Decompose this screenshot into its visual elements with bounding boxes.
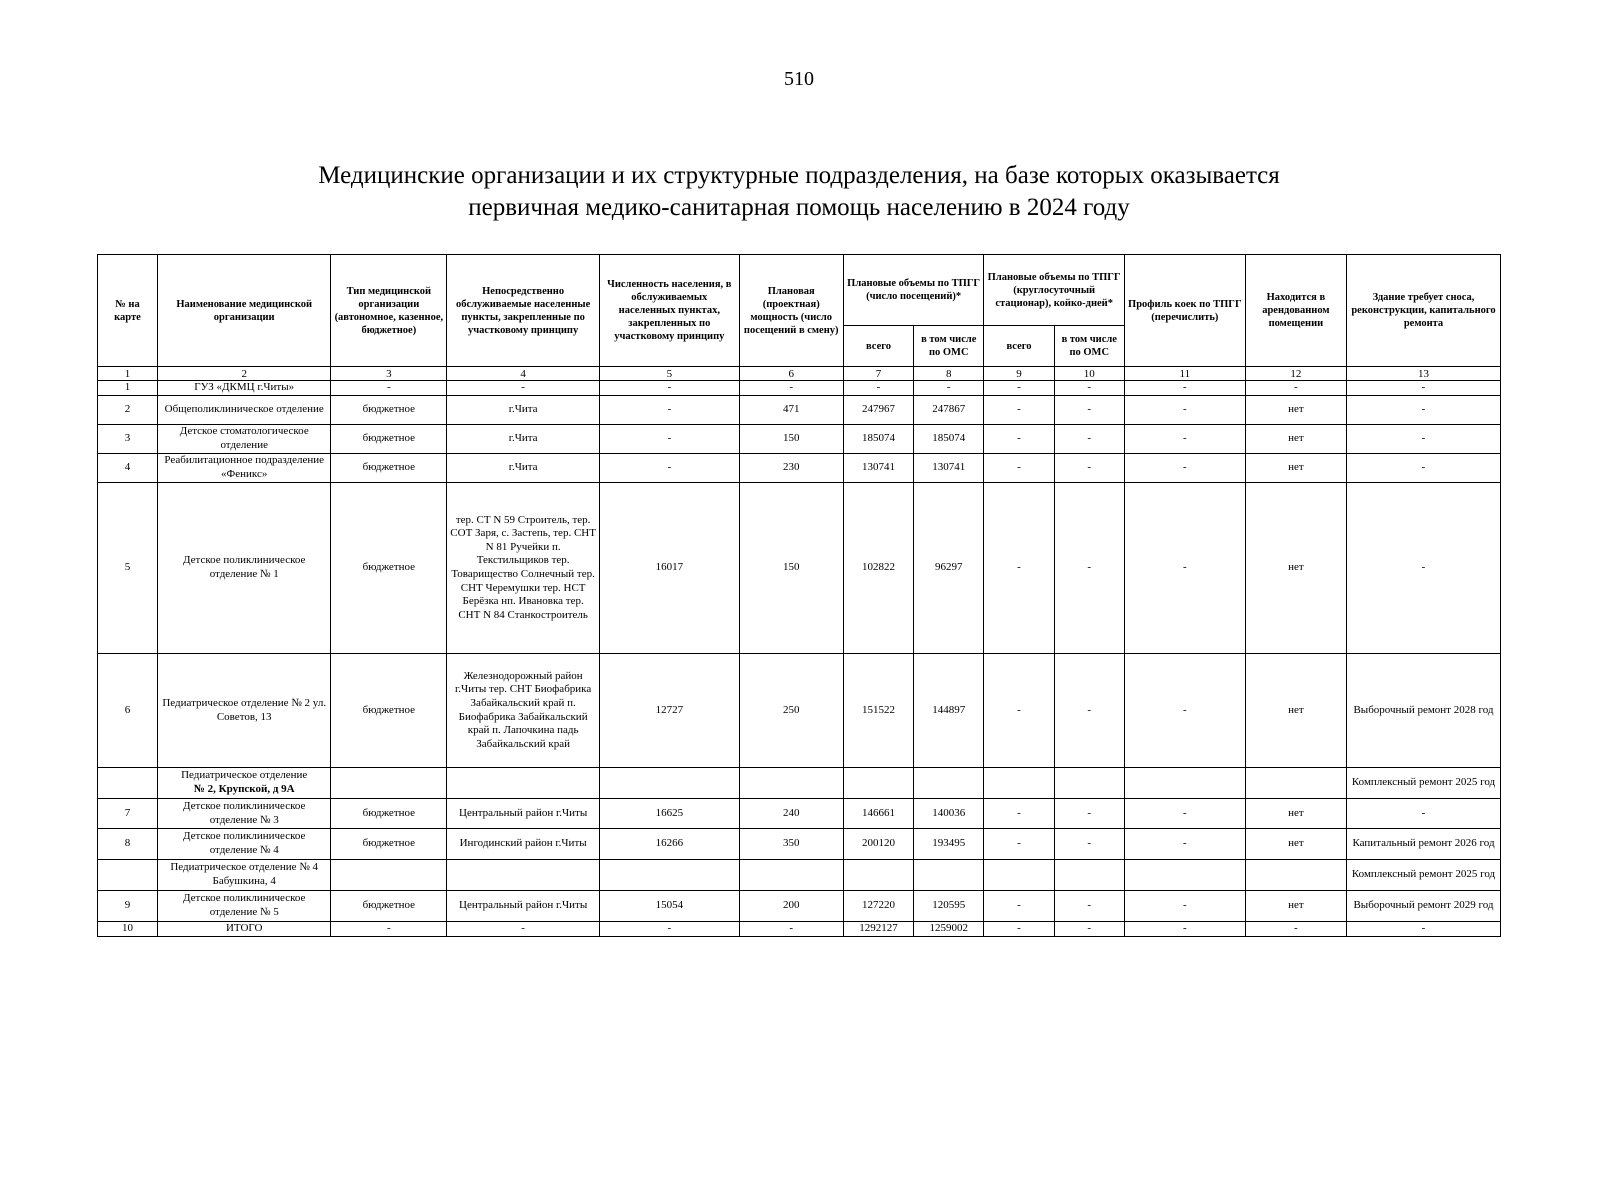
- cell-capacity: -: [739, 381, 843, 396]
- cell-visits-oms: 120595: [914, 891, 984, 922]
- cell-rented: нет: [1245, 654, 1346, 768]
- column-number-row: [98, 367, 1501, 381]
- cell-visits-oms: 96297: [914, 483, 984, 654]
- cell-bed-profile: -: [1124, 483, 1245, 654]
- column-number: 7: [843, 367, 913, 381]
- table-row: [98, 396, 1501, 425]
- cell-settlements: [447, 768, 600, 799]
- column-number: 4: [447, 367, 600, 381]
- cell-building-status: Выборочный ремонт 2029 год: [1347, 891, 1501, 922]
- cell-org-type: бюджетное: [331, 654, 447, 768]
- cell-bed-profile: -: [1124, 922, 1245, 937]
- cell-beds-oms: -: [1054, 396, 1124, 425]
- column-number: 13: [1347, 367, 1501, 381]
- cell-org-type: бюджетное: [331, 799, 447, 829]
- cell-org-type: [331, 860, 447, 891]
- cell-visits-oms: 193495: [914, 829, 984, 860]
- table-row: [98, 829, 1501, 860]
- cell-visits-total: 185074: [843, 425, 913, 454]
- cell-visits-total: 151522: [843, 654, 913, 768]
- cell-beds-oms: -: [1054, 829, 1124, 860]
- cell-visits-oms: 130741: [914, 454, 984, 483]
- cell-building-status: -: [1347, 454, 1501, 483]
- org-name-address: № 2, Крупской, д 9А: [193, 783, 295, 795]
- cell-org-name: Детское поликлиническое отделение № 5: [157, 891, 331, 922]
- cell-capacity: 471: [739, 396, 843, 425]
- column-number: 1: [98, 367, 158, 381]
- cell-rented: [1245, 860, 1346, 891]
- cell-beds-oms: -: [1054, 654, 1124, 768]
- cell-org-name: Детское поликлиническое отделение № 1: [157, 483, 331, 654]
- cell-org-type: [331, 768, 447, 799]
- cell-rented: нет: [1245, 799, 1346, 829]
- cell-map-number: 1: [98, 381, 158, 396]
- cell-org-name: Детское поликлиническое отделение № 3: [157, 799, 331, 829]
- cell-population: -: [600, 396, 739, 425]
- header-visits-volume: Плановые объемы по ТПГГ (число посещений)*: [843, 255, 984, 326]
- cell-visits-oms: 140036: [914, 799, 984, 829]
- cell-org-type: бюджетное: [331, 425, 447, 454]
- cell-population: [600, 768, 739, 799]
- cell-org-name: [157, 768, 331, 799]
- header-visits-oms: в том числе по ОМС: [914, 326, 984, 367]
- cell-org-name: Детское стоматологическое отделение: [157, 425, 331, 454]
- cell-building-status: -: [1347, 425, 1501, 454]
- cell-visits-oms: 247867: [914, 396, 984, 425]
- header-population: Численность населения, в обслуживаемых населенных пунктах, закрепленных по участковому принципу: [600, 255, 739, 367]
- cell-map-number: [98, 860, 158, 891]
- cell-capacity: 240: [739, 799, 843, 829]
- header-beds-oms: в том числе по ОМС: [1054, 326, 1124, 367]
- cell-visits-total: 200120: [843, 829, 913, 860]
- cell-beds-oms: -: [1054, 799, 1124, 829]
- cell-population: -: [600, 454, 739, 483]
- cell-visits-total: -: [843, 381, 913, 396]
- table-row: [98, 654, 1501, 768]
- cell-rented: [1245, 768, 1346, 799]
- table-row-total: [98, 922, 1501, 937]
- cell-map-number: 4: [98, 454, 158, 483]
- table-row: [98, 425, 1501, 454]
- cell-bed-profile: -: [1124, 396, 1245, 425]
- cell-map-number: 9: [98, 891, 158, 922]
- cell-map-number: [98, 768, 158, 799]
- cell-map-number: 5: [98, 483, 158, 654]
- cell-beds-total: [984, 768, 1054, 799]
- cell-capacity: 230: [739, 454, 843, 483]
- cell-rented: нет: [1245, 454, 1346, 483]
- cell-beds-total: -: [984, 891, 1054, 922]
- cell-beds-total: -: [984, 654, 1054, 768]
- cell-visits-oms: 1259002: [914, 922, 984, 937]
- column-number: 10: [1054, 367, 1124, 381]
- cell-bed-profile: -: [1124, 454, 1245, 483]
- cell-population: -: [600, 922, 739, 937]
- header-building-status: Здание требует сноса, реконструкции, капитального ремонта: [1347, 255, 1501, 367]
- cell-population: 12727: [600, 654, 739, 768]
- cell-org-name: Детское поликлиническое отделение № 4: [157, 829, 331, 860]
- cell-settlements: тер. СТ N 59 Строитель, тер. СОТ Заря, с. Застепь, тер. СНТ N 81 Ручейки п. Текстильщиков тер. Товарищество Солнечный тер. СНТ Черемушки тер. НСТ Берёзка нп. Ивановка тер. СНТ N 84 Станкостроитель: [447, 483, 600, 654]
- cell-org-type: бюджетное: [331, 396, 447, 425]
- cell-settlements: г.Чита: [447, 454, 600, 483]
- cell-beds-oms: -: [1054, 891, 1124, 922]
- cell-org-type: -: [331, 381, 447, 396]
- header-beds-total: всего: [984, 326, 1054, 367]
- page-title: [0, 160, 1598, 224]
- cell-population: 16266: [600, 829, 739, 860]
- header-capacity: Плановая (проектная) мощность (число посещений в смену): [739, 255, 843, 367]
- table-row: [98, 799, 1501, 829]
- cell-org-name: ИТОГО: [157, 922, 331, 937]
- header-org-name: Наименование медицинской организации: [157, 255, 331, 367]
- cell-settlements: Ингодинский район г.Читы: [447, 829, 600, 860]
- cell-population: [600, 860, 739, 891]
- cell-visits-total: 130741: [843, 454, 913, 483]
- table-row: [98, 483, 1501, 654]
- cell-settlements: г.Чита: [447, 396, 600, 425]
- cell-beds-total: -: [984, 922, 1054, 937]
- column-number: 5: [600, 367, 739, 381]
- cell-bed-profile: -: [1124, 799, 1245, 829]
- cell-beds-total: -: [984, 396, 1054, 425]
- header-row: [98, 255, 1501, 326]
- table-row: [98, 454, 1501, 483]
- cell-bed-profile: -: [1124, 425, 1245, 454]
- column-number: 6: [739, 367, 843, 381]
- cell-population: -: [600, 381, 739, 396]
- cell-beds-total: -: [984, 425, 1054, 454]
- cell-map-number: 6: [98, 654, 158, 768]
- cell-beds-total: -: [984, 829, 1054, 860]
- cell-settlements: Железнодорожный район г.Читы тер. СНТ Биофабрика Забайкальский край п. Биофабрика Забайкальский край п. Лапочкина падь Забайкальский край: [447, 654, 600, 768]
- header-rented: Находится в арендованном помещении: [1245, 255, 1346, 367]
- page-number: 510: [784, 68, 814, 90]
- header-hospital-volume: Плановые объемы по ТПГГ (круглосуточный стационар), койко-дней*: [984, 255, 1125, 326]
- cell-beds-oms: -: [1054, 922, 1124, 937]
- cell-beds-oms: -: [1054, 483, 1124, 654]
- cell-visits-total: [843, 860, 913, 891]
- column-number: 8: [914, 367, 984, 381]
- cell-bed-profile: [1124, 768, 1245, 799]
- cell-building-status: Комплексный ремонт 2025 год: [1347, 768, 1501, 799]
- cell-visits-total: [843, 768, 913, 799]
- cell-settlements: -: [447, 381, 600, 396]
- cell-visits-oms: [914, 860, 984, 891]
- cell-visits-total: 127220: [843, 891, 913, 922]
- header-visits-total: всего: [843, 326, 913, 367]
- table-row: [98, 891, 1501, 922]
- cell-rented: нет: [1245, 829, 1346, 860]
- cell-beds-total: -: [984, 483, 1054, 654]
- cell-beds-oms: -: [1054, 381, 1124, 396]
- cell-map-number: 2: [98, 396, 158, 425]
- cell-settlements: [447, 860, 600, 891]
- title-line: Медицинские организации и их структурные подразделения, на базе которых оказывается: [318, 162, 1280, 189]
- cell-rented: нет: [1245, 891, 1346, 922]
- cell-visits-total: 1292127: [843, 922, 913, 937]
- cell-population: 16625: [600, 799, 739, 829]
- cell-org-name: Общеполиклиническое отделение: [157, 396, 331, 425]
- cell-rented: нет: [1245, 396, 1346, 425]
- header-settlements: Непосредственно обслуживаемые населенные пункты, закрепленные по участковому принципу: [447, 255, 600, 367]
- cell-capacity: [739, 768, 843, 799]
- cell-capacity: 200: [739, 891, 843, 922]
- column-number: 12: [1245, 367, 1346, 381]
- cell-rented: нет: [1245, 425, 1346, 454]
- cell-map-number: 7: [98, 799, 158, 829]
- table-row: [98, 768, 1501, 799]
- cell-building-status: -: [1347, 381, 1501, 396]
- cell-population: 16017: [600, 483, 739, 654]
- cell-visits-total: 247967: [843, 396, 913, 425]
- column-number: 3: [331, 367, 447, 381]
- cell-beds-oms: [1054, 860, 1124, 891]
- cell-building-status: Комплексный ремонт 2025 год: [1347, 860, 1501, 891]
- cell-building-status: Капитальный ремонт 2026 год: [1347, 829, 1501, 860]
- cell-beds-total: -: [984, 381, 1054, 396]
- cell-org-type: бюджетное: [331, 454, 447, 483]
- cell-capacity: -: [739, 922, 843, 937]
- cell-settlements: Центральный район г.Читы: [447, 891, 600, 922]
- cell-settlements: Центральный район г.Читы: [447, 799, 600, 829]
- org-name-line: Педиатрическое отделение: [181, 769, 308, 782]
- cell-bed-profile: [1124, 860, 1245, 891]
- cell-capacity: 350: [739, 829, 843, 860]
- table-row: [98, 860, 1501, 891]
- cell-visits-oms: -: [914, 381, 984, 396]
- cell-capacity: [739, 860, 843, 891]
- cell-capacity: 150: [739, 425, 843, 454]
- cell-org-type: бюджетное: [331, 483, 447, 654]
- cell-org-name: Педиатрическое отделение № 4 Бабушкина, 4: [157, 860, 331, 891]
- cell-org-name: ГУЗ «ДКМЦ г.Читы»: [157, 381, 331, 396]
- cell-visits-total: 146661: [843, 799, 913, 829]
- cell-settlements: -: [447, 922, 600, 937]
- cell-beds-oms: [1054, 768, 1124, 799]
- cell-org-name: Реабилитационное подразделение «Феникс»: [157, 454, 331, 483]
- cell-beds-total: [984, 860, 1054, 891]
- column-number: 9: [984, 367, 1054, 381]
- cell-org-type: бюджетное: [331, 891, 447, 922]
- cell-rented: -: [1245, 922, 1346, 937]
- cell-beds-oms: -: [1054, 454, 1124, 483]
- cell-map-number: 10: [98, 922, 158, 937]
- cell-building-status: -: [1347, 396, 1501, 425]
- header-org-type: Тип медицинской организации (автономное, казенное, бюджетное): [331, 255, 447, 367]
- cell-visits-oms: [914, 768, 984, 799]
- title-line: первичная медико-санитарная помощь населению в 2024 году: [468, 194, 1130, 221]
- cell-capacity: 250: [739, 654, 843, 768]
- cell-rented: -: [1245, 381, 1346, 396]
- cell-bed-profile: -: [1124, 381, 1245, 396]
- cell-org-type: бюджетное: [331, 829, 447, 860]
- table-row: [98, 381, 1501, 396]
- cell-beds-total: -: [984, 799, 1054, 829]
- cell-building-status: -: [1347, 483, 1501, 654]
- cell-capacity: 150: [739, 483, 843, 654]
- header-map-number: № на карте: [98, 255, 158, 367]
- cell-org-name: Педиатрическое отделение № 2 ул. Советов, 13: [157, 654, 331, 768]
- cell-population: -: [600, 425, 739, 454]
- organizations-table: [97, 254, 1501, 937]
- cell-visits-oms: 185074: [914, 425, 984, 454]
- cell-bed-profile: -: [1124, 654, 1245, 768]
- cell-bed-profile: -: [1124, 829, 1245, 860]
- cell-visits-oms: 144897: [914, 654, 984, 768]
- cell-map-number: 3: [98, 425, 158, 454]
- cell-population: 15054: [600, 891, 739, 922]
- column-number: 11: [1124, 367, 1245, 381]
- cell-beds-total: -: [984, 454, 1054, 483]
- cell-map-number: 8: [98, 829, 158, 860]
- cell-rented: нет: [1245, 483, 1346, 654]
- cell-bed-profile: -: [1124, 891, 1245, 922]
- cell-building-status: -: [1347, 799, 1501, 829]
- cell-building-status: Выборочный ремонт 2028 год: [1347, 654, 1501, 768]
- cell-settlements: г.Чита: [447, 425, 600, 454]
- cell-building-status: -: [1347, 922, 1501, 937]
- cell-visits-total: 102822: [843, 483, 913, 654]
- column-number: 2: [157, 367, 331, 381]
- cell-org-type: -: [331, 922, 447, 937]
- header-bed-profile: Профиль коек по ТПГГ (перечислить): [1124, 255, 1245, 367]
- cell-beds-oms: -: [1054, 425, 1124, 454]
